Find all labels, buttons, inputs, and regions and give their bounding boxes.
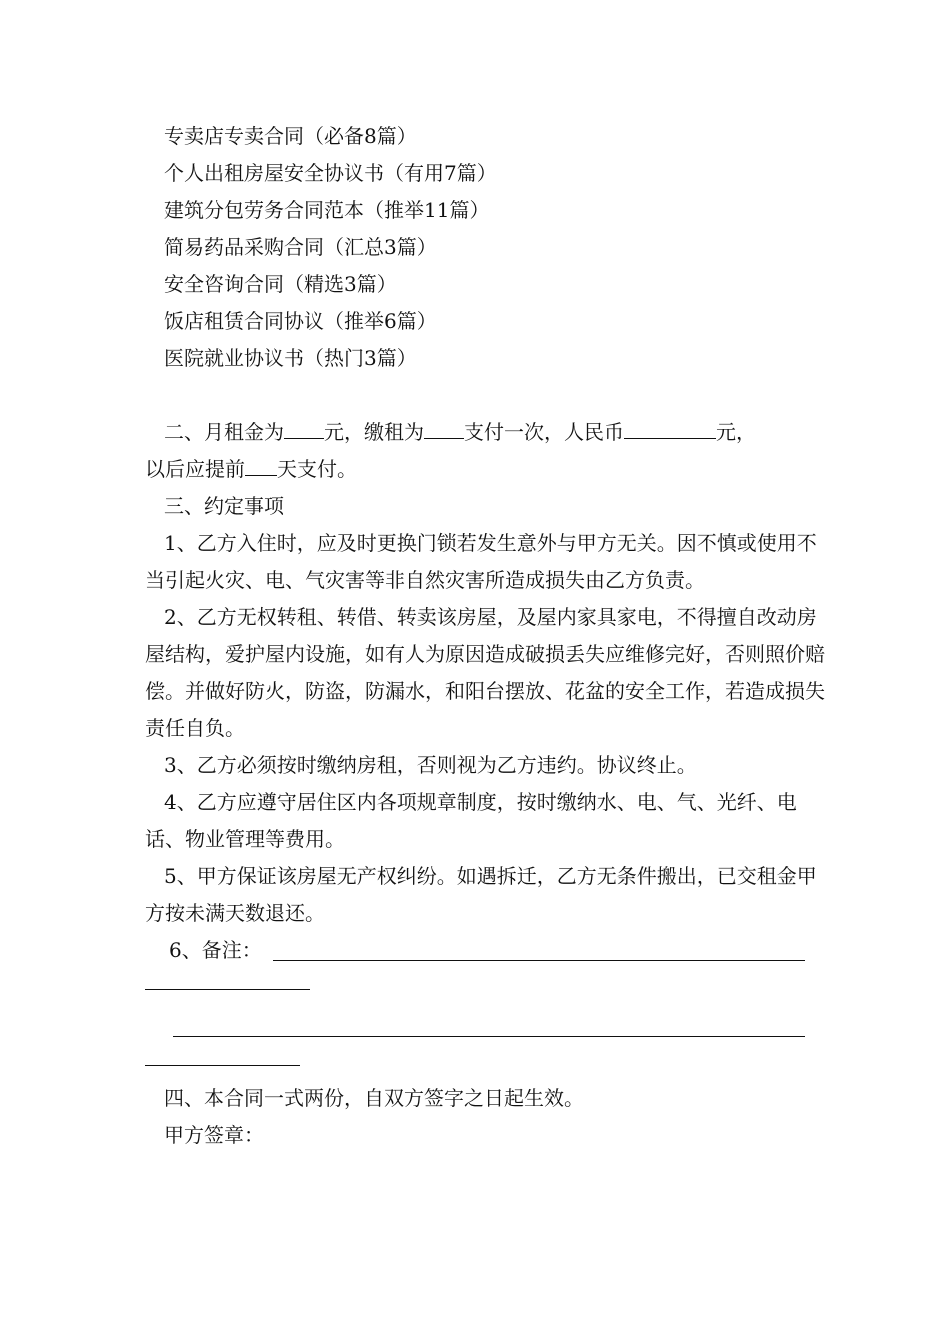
rent-clause-text: 元，缴租为 <box>324 420 424 444</box>
related-document-link[interactable]: 安全咨询合同（精选3篇） <box>164 272 397 296</box>
signature-label: 甲方签章： <box>164 1123 264 1147</box>
agreement-item: 3、乙方必须按时缴纳房租，否则视为乙方违约。协议终止。 <box>164 753 697 777</box>
rent-clause-text: 以后应提前 <box>145 457 245 481</box>
contract-body <box>145 414 825 1154</box>
rent-clause-text: 天支付。 <box>277 457 357 481</box>
monthly-rent-blank <box>284 418 324 439</box>
remarks-blank-line <box>273 960 805 961</box>
effectiveness-clause: 四、本合同一式两份，自双方签字之日起生效。 <box>164 1086 584 1110</box>
remarks-continuation-row <box>145 969 825 1006</box>
related-document-link[interactable]: 简易药品采购合同（汇总3篇） <box>164 235 437 259</box>
related-document-link[interactable]: 饭店租赁合同协议（推举6篇） <box>164 309 437 333</box>
agreement-item: 4、乙方应遵守居住区内各项规章制度，按时缴纳水、电、气、光纤、电话、物业管理等费用。 <box>145 790 797 851</box>
related-document-link[interactable]: 专卖店专卖合同（必备8篇） <box>164 124 417 148</box>
remarks-blank-line <box>173 1036 805 1037</box>
advance-days-blank <box>245 455 277 476</box>
remarks-continuation-row <box>145 1006 825 1043</box>
remarks-blank-line <box>145 989 310 990</box>
rent-clause-text: 支付一次，人民币 <box>464 420 624 444</box>
rent-clause-text: 元， <box>716 420 756 444</box>
section-heading: 三、约定事项 <box>164 494 284 518</box>
related-document-link[interactable]: 医院就业协议书（热门3篇） <box>164 346 417 370</box>
related-document-link[interactable]: 个人出租房屋安全协议书（有用7篇） <box>164 161 497 185</box>
rent-clause <box>145 414 825 488</box>
related-document-link[interactable]: 建筑分包劳务合同范本（推举11篇） <box>164 198 490 222</box>
remarks-blank-line <box>145 1065 300 1066</box>
remarks-label: 6、备注： <box>169 938 262 962</box>
payment-period-blank <box>424 418 464 439</box>
related-documents-list <box>164 118 864 377</box>
remarks-continuation-row <box>145 1043 825 1080</box>
agreement-item: 5、甲方保证该房屋无产权纠纷。如遇拆迁，乙方无条件搬出，已交租金甲方按未满天数退还。 <box>145 864 817 925</box>
rmb-amount-blank <box>624 418 716 439</box>
rent-clause-text: 二、月租金为 <box>164 420 284 444</box>
remarks-row <box>145 932 825 969</box>
agreement-item: 1、乙方入住时，应及时更换门锁若发生意外与甲方无关。因不慎或使用不当引起火灾、电、气灾害等非自然灾害所造成损失由乙方负责。 <box>145 531 817 592</box>
agreement-item: 2、乙方无权转租、转借、转卖该房屋，及屋内家具家电，不得擅自改动房屋结构，爱护屋内设施，如有人为原因造成破损丢失应维修完好，否则照价赔偿。并做好防火，防盗，防漏水，和阳台摆放、花盆的安全工作，若造成损失责任自负。 <box>145 605 825 740</box>
